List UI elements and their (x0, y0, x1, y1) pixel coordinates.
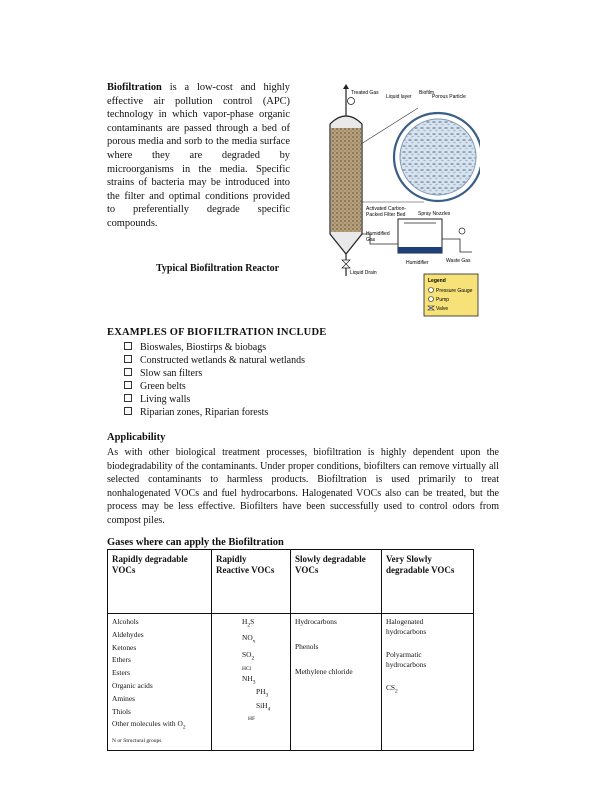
checkbox-bullet-icon (124, 342, 132, 350)
gases-table (107, 549, 474, 751)
pump-icon (459, 228, 465, 234)
legend-title: Legend (428, 278, 446, 284)
checkbox-bullet-icon (124, 394, 132, 402)
list-item: Riparian zones, Riparian forests (124, 406, 305, 419)
label-bed-2: Packed Filter Bed (366, 212, 406, 218)
legend-item-0: Pressure Gauge (436, 288, 473, 294)
label-bed-1: Activated Carbon- (366, 206, 407, 212)
legend-gauge-icon (429, 288, 434, 293)
checkbox-bullet-icon (124, 381, 132, 389)
list-item: Constructed wetlands & natural wetlands (124, 354, 305, 367)
humidifier-water (398, 247, 442, 253)
legend-pump-icon (429, 297, 434, 302)
drain-valve-icon (342, 260, 350, 264)
label-humidified-2: Gas (366, 237, 376, 243)
table-header-3: Very Slowly degradable VOCs (386, 554, 455, 575)
label-liquid-layer: Liquid layer (386, 94, 412, 100)
checkbox-bullet-icon (124, 355, 132, 363)
applicability-title: Applicability (107, 432, 166, 443)
gases-title: Gases where can apply the Biofiltration (107, 537, 284, 548)
list-item: Slow san filters (124, 367, 305, 380)
figure-caption: Typical Biofiltration Reactor (156, 263, 280, 274)
label-porous-particle: Porous Particle (432, 94, 466, 100)
table-cell-col2: $H_2S$ $NO_x$ $SO_2$ HCl $NH_3$ $PH_3$ SiH$_4$ HF (242, 617, 271, 723)
applicability-text: As with other biological treatment processes, biofiltration is highly dependent upon the biodegradability of the contaminants. Under proper conditions, biofilters can remove virtually all selected contaminants to harmless products. Biofiltration is used primarily to treat nonhalogenated VOCs and fuel hydrocarbons. Halogenated VOCs also can be treated, but the process may be less effective. Biofilters have been successfully used to control odors from compost piles. (107, 447, 499, 526)
list-item: Living walls (124, 393, 305, 406)
label-treated-gas: Treated Gas (351, 90, 379, 96)
label-waste-gas: Waste Gas (446, 258, 471, 264)
outlet-arrow (343, 84, 349, 89)
porous-particle (400, 119, 476, 195)
examples-list (124, 341, 305, 419)
checkbox-bullet-icon (124, 368, 132, 376)
list-item: Green belts (124, 380, 305, 393)
table-cell-col3: Hydrocarbons Phenols Methylene chloride (295, 617, 353, 676)
intro-term: Biofiltration (107, 82, 162, 93)
intro-paragraph (107, 81, 290, 231)
label-humidifier: Humidifier (406, 260, 429, 266)
label-liquid-drain: Liquid Drain (350, 270, 377, 276)
table-header-2: Slowly degradable VOCs (295, 554, 366, 575)
checkbox-bullet-icon (124, 407, 132, 415)
examples-title: EXAMPLES OF BIOFILTRATION INCLUDE (107, 327, 327, 338)
table-cell-col4: Halogenated hydrocarbons Polyarmatic hydrocarbons $CS_2$ (386, 617, 427, 695)
label-biofilm: Biofilm (419, 90, 435, 96)
biofiltration-reactor-diagram (300, 84, 480, 320)
table-header-1: Rapidly Reactive VOCs (216, 554, 275, 575)
label-humidified-1: Humidified (366, 231, 390, 237)
table-cell-col1: Alcohols Aldehydes Ketones Ethers Esters Organic acids Amines Thiols Other molecules with $O_2$ N or Structural groups (112, 617, 186, 744)
pressure-gauge-icon (348, 98, 355, 105)
list-item: Bioswales, Biostirps & biobags (124, 341, 305, 354)
filter-bed (331, 128, 361, 232)
legend-item-2: Valve (436, 306, 449, 312)
intro-text: is a low-cost and highly effective air pollution control (APC) technology in which vapor-phase organic contaminants are passed through a bed of porous media and sorb to the media surface where they are degraded by microorganisms in the media. Specific strains of bacteria may be introduced into the filter and optimal conditions provided to preferentially degrade specific compounds. (107, 82, 290, 229)
label-spray-nozzles: Spray Nozzles (418, 211, 451, 217)
legend-item-1: Pump (436, 297, 450, 303)
table-header-0: Rapidly degradable VOCs (112, 554, 188, 575)
